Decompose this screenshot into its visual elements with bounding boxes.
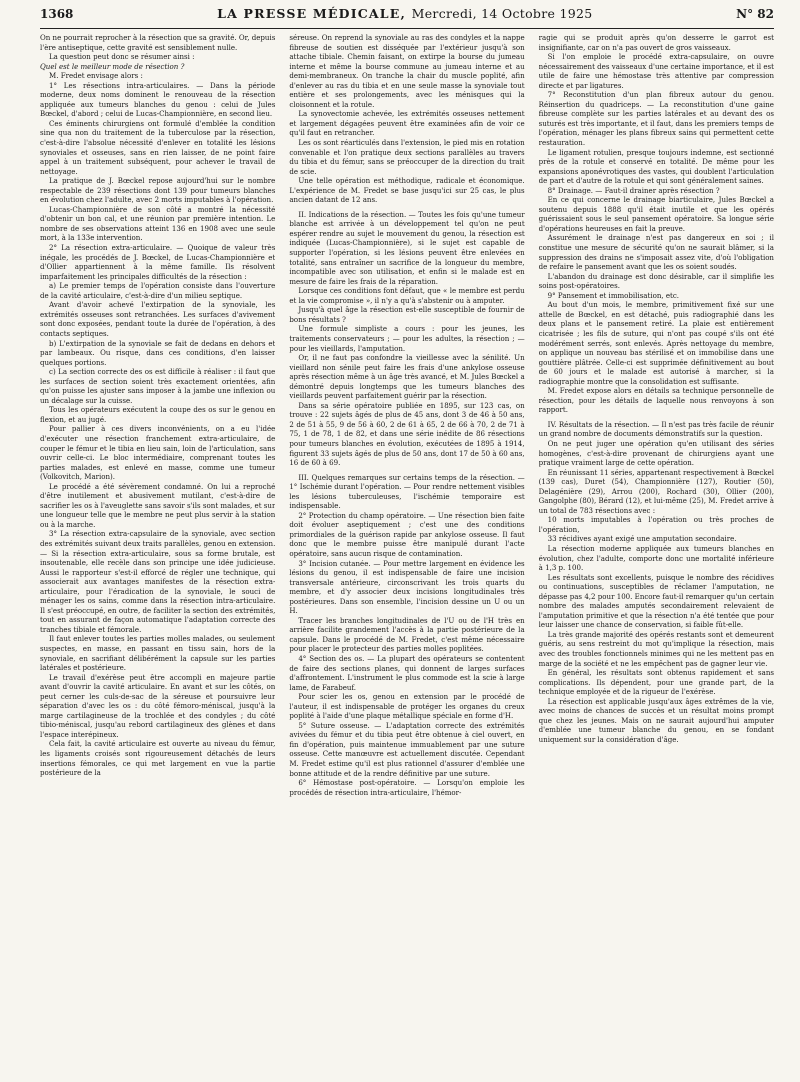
paragraph: Cela fait, la cavité articulaire est ouverte au niveau du fémur, les ligaments croisés sont rigoureusement détachés de leurs insertions fémorales, ce qui met largement en vue la partie postérieure de la: [40, 739, 276, 778]
paragraph: En ce qui concerne le drainage biarticulaire, Jules Bœckel a soutenu depuis 1888 qu'il était inutile et que les opérés guérissaient sous le seul pansement opératoire. Sa longue série d'opérations heureuses en fait la preuve.: [538, 195, 774, 233]
paragraph: Le travail d'exérèse peut être accompli en majeure partie avant d'ouvrir la cavité articulaire. En avant et sur les côtés, on peut cerner les culs-de-sac de la séreuse et poursuivre leur séparation d'avec les os : du côté fémoro-méniscal, jusqu'à la marge cartilagineuse de la trochlée et des condyles ; du côté tibio-méniscal, jusqu'au rebord cartilagineux des glènes et dans l'espace interépineux.: [40, 672, 276, 739]
journal-title: [217, 6, 592, 21]
paragraph: Tous les opérateurs exécutent la coupe des os sur le genou en flexion, et au jugé.: [40, 405, 276, 424]
paragraph: Dans sa série opératoire publiée en 1895, sur 123 cas, on trouve : 22 sujets âgés de plus de 45 ans, dont 3 de 46 à 50 ans, 2 de 51 à 55, 9 de 56 à 60, 2 de 61 à 65, 2 de 66 à 70, 2 de 71 à 75, 1 de 78, 1 de 82, et dans une série inédite de 86 résections pour tumeurs blanches en évolution, exécutées de 1895 à 1914, figurent 33 sujets âgés de plus de 50 ans, dont 17 de 50 à 60 ans, 16 de 60 à 69.: [289, 400, 525, 468]
paragraph: 4° Section des os. — La plupart des opérateurs se contentent de faire des sections planes, qui donnent de larges surfaces d'affrontement. L'instrument le plus commode est la scie à large lame, de Farabeuf.: [289, 654, 525, 692]
paragraph: On ne pourrait reprocher à la résection que sa gravité. Or, depuis l'ère antiseptique, cette gravité est sensiblement nulle.: [40, 33, 276, 52]
paragraph: Assurément le drainage n'est pas dangereux en soi ; il constitue une mesure de sécurité qu'on ne saurait blâmer, si la suppression des drains ne s'imposait assez vite, d'où l'obligation de refaire le pansement avant que les os soient soudés.: [538, 233, 774, 272]
paragraph: III. Quelques remarques sur certains temps de la résection. — 1° Ischémie durant l'opération. — Pour rendre nettement visibles les lésions tuberculeuses, l'ischémie temporaire est indispensable.: [289, 472, 525, 511]
paragraph: 6° Hémostase post-opératoire. — Lorsqu'on emploie les procédés de résection intra-articulaire, l'hémor-: [289, 778, 525, 797]
paragraph: 5° Suture osseuse. — L'adaptation correcte des extrémités avivées du fémur et du tibia peut être obtenue à ciel ouvert, en fin d'opération, puis maintenue immuablement par une suture osseuse. Cette manœuvre est actuellement discutée. Cependant M. Fredet estime qu'il est plus rationnel d'assurer d'emblée une bonne attitude et de la rendre définitive par une suture.: [289, 720, 525, 778]
paragraph: 2° La résection extra-articulaire. — Quoique de valeur très inégale, les procédés de J. Bœckel, de Lucas-Championnière et d'Ollier appartiennent à la même famille. Ils résolvent imparfaitement les principales difficultés de la résection :: [40, 243, 276, 281]
paragraph: Si l'on emploie le procédé extra-capsulaire, on ouvre nécessairement des vaisseaux d'une certaine importance, et il est utile de faire une hémostase très attentive par compression directe et par ligatures.: [538, 52, 774, 90]
paragraph: La très grande majorité des opérés restants sont et demeurent guéris, au sens restreint du mot qu'implique la résection, mais avec des troubles fonctionnels minimes qui ne les mettent pas en marge de la société et ne les empêchent pas de gagner leur vie.: [538, 629, 774, 668]
page-header: [40, 6, 774, 29]
paragraph: Lorsque ces conditions font défaut, que « le membre est perdu et la vie compromise », il n'y a qu'à s'abstenir ou à amputer.: [289, 286, 525, 305]
paragraph: Pour pallier à ces divers inconvénients, on a eu l'idée d'exécuter une résection franchement extra-articulaire, de couper le fémur et le tibia en lieu sain, loin de l'articulation, sans ouvrir celle-ci. Le bloc intermédiaire, comprenant toutes les parties malades, est enlevé en masse, comme une tumeur (Volkovitch, Marion).: [40, 424, 276, 482]
paragraph: Le ligament rotulien, presque toujours indemne, est sectionné près de la rotule et conservé en totalité. De même pour les expansions aponévrotiques des vastes, qui doublent l'articulation de part et d'autre de la rotule et qui sont généralement saines.: [538, 147, 774, 186]
paragraph: Avant d'avoir achevé l'extirpation de la synoviale, les extrémités osseuses sont retranchées. Les surfaces d'avivement sont donc exposées, pendant toute la durée de l'opération, à des contacts septiques.: [40, 300, 276, 338]
paragraph: 2° Protection du champ opératoire. — Une résection bien faite doit évoluer aseptiquement ; c'est une des conditions primordiales de la guérison rapide par ankylose osseuse. Il faut donc que le membre puisse être manipulé durant l'acte opératoire, sans aucun risque de contamination.: [289, 510, 525, 558]
column-right: [539, 33, 774, 1073]
paragraph: En général, les résultats sont obtenus rapidement et sans complications. Ils dépendent, pour une grande part, de la technique employée et de la rigueur de l'exérèse.: [538, 668, 774, 697]
paragraph: L'abandon du drainage est donc désirable, car il simplifie les soins post-opératoires.: [538, 271, 774, 291]
paragraph: Tracer les branches longitudinales de l'U ou de l'H très en arrière facilite grandement l'accès à la partie postérieure de la capsule. Dans le procédé de M. Fredet, c'est même nécessaire pour placer le protecteur des parties molles poplitées.: [289, 615, 525, 654]
paragraph: Ces éminents chirurgiens ont formulé d'emblée la condition sine qua non du traitement de la tuberculose par la résection, c'est-à-dire l'absolue nécessité d'enlever en totalité les lésions synoviales et osseuses, sans en rien laisser, de ne point faire appel à un traitement subséquent, pour achever le travail de nettoyage.: [40, 118, 276, 176]
paragraph: Lucas-Championnière de son côté a montré la nécessité d'obtenir un bon cal, et une réunion par première intention. Le nombre de ses observations atteint 136 en 1908 avec une seule mort, à la 133e intervention.: [40, 204, 276, 243]
paragraph: Il faut enlever toutes les parties molles malades, ou seulement suspectes, en masse, en passant en tissu sain, hors de la synoviale, en sacrifiant délibérément la capsule sur les parties latérales et postérieure.: [40, 634, 276, 673]
paragraph: M. Fredet envisage alors :: [49, 71, 143, 81]
page-number: 1368: [40, 7, 74, 21]
paragraph: 33 récidives ayant exigé une amputation secondaire.: [547, 534, 737, 544]
paragraph: 3° Incision cutanée. — Pour mettre largement en évidence les lésions du genou, il est indispensable de faire une incision transversale antérieure, circonscrivant les trois quarts du membre, et d'y associer deux incisions longitudinales très postérieures. Dans son ensemble, l'incision dessine un U ou un H.: [289, 558, 525, 616]
paragraph: II. Indications de la résection. — Toutes les fois qu'une tumeur blanche est arrivée à un développement tel qu'on ne peut espérer rendre au sujet le mouvement du genou, la résection est indiquée (Lucas-Championnière), si le sujet est capable de supporter l'opération, si les lésions peuvent être enlevées en totalité, sans entraîner un sacrifice de la longueur du membre, incompatible avec son utilisation, et enfin si le malade est en mesure de faire les frais de la réparation.: [289, 209, 525, 286]
paragraph: La question peut donc se résumer ainsi :: [49, 52, 195, 62]
paragraph: La pratique de J. Bœckel repose aujourd'hui sur le nombre respectable de 239 résections dont 139 pour tumeurs blanches en évolution chez l'adulte, avec 2 morts imputables à l'opération.: [40, 176, 276, 205]
paragraph: Au bout d'un mois, le membre, primitivement fixé sur une attelle de Bœckel, en est détaché, puis radiographié dans les deux plans et le pansement retiré. La plaie est entièrement cicatrisée ; les fils de suture, qui n'ont pas coupé s'ils ont été modérément serrés, sont enlevés. Après nettoyage du membre, on applique un nouveau bas stérilisé et on immobilise dans une gouttière plâtrée. Celle-ci est supprimée définitivement au bout de 60 jours et le malade est autorisé à marcher, si la radiographie montre que la consolidation est suffisante.: [538, 300, 774, 386]
journal-name: LA PRESSE MÉDICALE,: [217, 6, 407, 21]
paragraph: ragie qui se produit après qu'on desserre le garrot est insignifiante, car on n'a pas ouvert de gros vaisseaux.: [538, 33, 774, 52]
column-left: [40, 33, 275, 1073]
paragraph: La résection moderne appliquée aux tumeurs blanches en évolution, chez l'adulte, comporte donc une mortalité inférieure à 1,3 p. 100.: [538, 543, 774, 573]
paragraph: La résection est applicable jusqu'aux âges extrêmes de la vie, avec moins de chances de succès et un résultat moins prompt que chez les jeunes. Mais on ne saurait aujourd'hui amputer d'emblée une tumeur blanche du genou, en se fondant uniquement sur la considération d'âge.: [538, 696, 774, 744]
issue-number: N° 82: [736, 7, 774, 21]
paragraph: 10 morts imputables à l'opération ou très proches de l'opération,: [538, 515, 774, 534]
paragraph: 1° Les résections intra-articulaires. — Dans la période moderne, deux noms dominent le renouveau de la résection appliquée aux tumeurs blanches du genou : celui de Jules Bœckel, d'abord ; celui de Lucas-Championnière, en second lieu.: [40, 80, 276, 119]
paragraph: Pour scier les os, genou en extension par le procédé de l'auteur, il est indispensable de protéger les organes du creux poplité à l'aide d'une plaque métallique spéciale en forme d'H.: [289, 692, 525, 721]
paragraph: a) Le premier temps de l'opération consiste dans l'ouverture de la cavité articulaire, c'est-à-dire d'un milieu septique.: [40, 281, 276, 300]
paragraph: Les résultats sont excellents, puisque le nombre des récidives ou continuations, susceptibles de réclamer l'amputation, ne dépasse pas 4,2 pour 100. Encore faut-il remarquer qu'un certain nombre des malades amputés secondairement relevaient de l'amputation primitive et que la résection n'a été tentée que pour leur laisser une chance de conservation, si faible fût-elle.: [538, 572, 774, 630]
paragraph: La synovectomie achevée, les extrémités osseuses nettement et largement dégagées peuvent être examinées afin de voir ce qu'il faut en retrancher.: [289, 109, 525, 138]
paragraph: Les os sont réarticulés dans l'extension, le pied mis en rotation convenable et l'on pratique deux sections parallèles au travers du tibia et du fémur, sans se préoccuper de la direction du trait de scie.: [289, 138, 525, 176]
column-middle: [289, 33, 524, 1073]
paragraph: séreuse. On reprend la synoviale au ras des condyles et la nappe fibreuse de soutien est disséquée par l'extérieur jusqu'à son attache tibiale. Chemin faisant, on extirpe la bourse du jumeau interne et même la bourse commune au jumeau interne et au demi-membraneux. On tranche la chair du muscle poplité, afin d'enlever au ras du tibia et en une seule masse la synoviale tout entière et ses prolongements, avec les ménisques qui la cloisonnent et la rotule.: [289, 33, 525, 109]
paragraph: c) La section correcte des os est difficile à réaliser : il faut que les surfaces de section soient très exactement orientées, afin qu'on puisse les ajuster sans imposer à la jambe une inflexion ou un décalage sur la cuisse.: [40, 367, 276, 405]
paragraph: Une formule simpliste a cours : pour les jeunes, les traitements conservateurs ; — pour les adultes, la résection ; — pour les vieillards, l'amputation.: [289, 324, 525, 353]
paragraph: IV. Résultats de la résection. — Il n'est pas très facile de réunir un grand nombre de documents démonstratifs sur la question.: [538, 419, 774, 439]
paragraph: 8° Drainage. — Faut-il drainer après résection ?: [547, 185, 720, 195]
paragraph: On ne peut juger une opération qu'en utilisant des séries homogènes, c'est-à-dire provenant de chirurgiens ayant une pratique vraiment large de cette opération.: [538, 438, 774, 468]
article-columns: [40, 33, 774, 1073]
paragraph: 9° Pansement et immobilisation, etc.: [547, 290, 680, 300]
paragraph: b) L'extirpation de la synoviale se fait de dedans en dehors et par lambeaux. Ou risque, dans ces conditions, d'en laisser quelques portions.: [40, 338, 276, 367]
paragraph: Quel est le meilleur mode de résection ?: [40, 61, 185, 71]
paragraph: 7° Reconstitution d'un plan fibreux autour du genou. Réinsertion du quadriceps. — La reconstitution d'une gaine fibreuse complète sur les parties latérales et au devant des os suturés est très importante, et il faut, dans les premiers temps de l'opération, ménager les plans fibreux sains qui permettent cette restauration.: [538, 90, 774, 148]
paragraph: Une telle opération est méthodique, radicale et économique. L'expérience de M. Fredet se base jusqu'ici sur 25 cas, le plus ancien datant de 12 ans.: [289, 176, 525, 205]
paragraph: Or, il ne faut pas confondre la vieillesse avec la sénilité. Un vieillard non sénile peut faire les frais d'une ankylose osseuse après résection même à un âge très avancé, et M. Jules Bœckel a démontré depuis longtemps que les tumeurs blanches des vieillards peuvent parfaitement guérir par la résection.: [289, 353, 525, 401]
issue-date: Mercredi, 14 Octobre 1925: [411, 6, 593, 21]
paragraph: M. Fredet expose alors en détails sa technique personnelle de résection, pour les détails de laquelle nous renvoyons à son rapport.: [538, 386, 774, 415]
paragraph: Jusqu'à quel âge la résection est-elle susceptible de fournir de bons résultats ?: [289, 305, 525, 324]
paragraph: En réunissant 11 séries, appartenant respectivement à Bœckel (139 cas), Duret (54), Championnière (127), Routier (50), Delagénière (29), Arrou (200), Rochard (30), Ollier (200), Gangolphe (80), Bérard (12), et lui-même (25), M. Fredet arrive à un total de 783 résections avec :: [538, 467, 774, 515]
paragraph: 3° La résection extra-capsulaire de la synoviale, avec section des extrémités suivant deux traits parallèles, genou en extension. — Si la résection extra-articulaire, sous sa forme brutale, est insoutenable, elle recèle dans son principe une idée judicieuse. Aussi le rapporteur s'est-il efforcé de régler une technique, qui associerait aux avantages manifestes de la résection extra-articulaire, pour l'éradication de la synoviale, le souci de ménager les os sains, comme dans la résection intra-articulaire. Il s'est préoccupé, en outre, de faciliter la section des extrémités, tout en assurant de façon automatique l'adaptation correcte des tranches tibiale et fémorale.: [40, 529, 276, 634]
paragraph: Le procédé a été sévèrement condamné. On lui a reproché d'être inutilement et abusivement mutilant, c'est-à-dire de sacrifier les os à l'aveuglette sans savoir s'ils sont malades, et sur une longueur telle que le membre ne peut plus servir à la station ou à la marche.: [40, 481, 276, 529]
